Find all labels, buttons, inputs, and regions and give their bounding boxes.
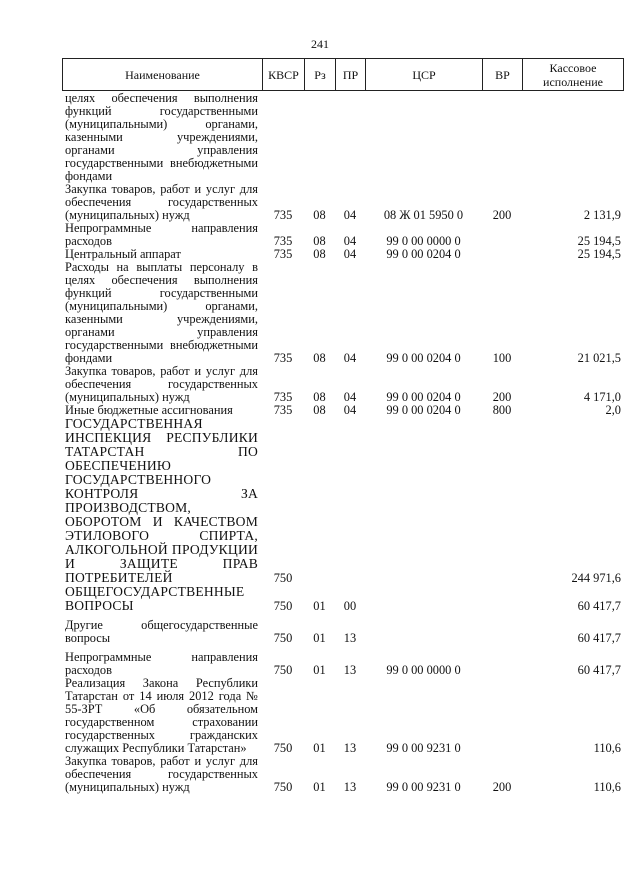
header-kvsr: КВСР <box>263 59 305 91</box>
table-row <box>62 183 623 222</box>
row-rz: 01 <box>313 599 326 613</box>
row-vr <box>482 585 522 613</box>
budget-table <box>62 92 623 794</box>
row-name: Расходы на выплаты персоналу в целях обеспечения выполнения функций государственными (муниципальными) органами, казенными учреждениями, органами управления государственными внебюджетными фондами <box>65 260 258 365</box>
header-rz: Рз <box>305 59 336 91</box>
row-pr <box>335 92 365 183</box>
page-number: 241 <box>311 37 329 51</box>
row-rz <box>304 92 335 183</box>
row-rz: 08 <box>313 403 326 417</box>
row-name: ГОСУДАРСТВЕННАЯ ИНСПЕКЦИЯ РЕСПУБЛИКИ ТАТАРСТАН ПО ОБЕСПЕЧЕНИЮ ГОСУДАРСТВЕННОГО КОНТРОЛЯ ЗА ПРОИЗВОДСТВОМ, ОБОРОТОМ И КАЧЕСТВОМ ЭТИЛОВОГО СПИРТА, АЛКОГОЛЬНОЙ ПРОДУКЦИИ И ЗАЩИТЕ ПРАВ ПОТРЕБИТЕЛЕЙ <box>65 416 258 585</box>
row-name: Закупка товаров, работ и услуг для обеспечения государственных (муниципальных) нужд <box>65 182 258 222</box>
row-name: целях обеспечения выполнения функций государственными (муниципальными) органами, казенными учреждениями, органами управления государственными внебюджетными фондами <box>65 91 258 183</box>
row-vr <box>482 222 522 248</box>
table-row <box>62 619 623 645</box>
table-row <box>62 222 623 248</box>
row-kvsr: 735 <box>273 234 293 248</box>
table-row-agency <box>62 417 623 585</box>
header-pr: ПР <box>336 59 366 91</box>
row-amount: 21 021,5 <box>577 351 621 365</box>
row-vr: 200 <box>492 208 512 222</box>
row-csr: 99 0 00 0204 0 <box>386 403 461 417</box>
row-pr: 13 <box>343 631 357 645</box>
row-rz: 08 <box>313 351 326 365</box>
row-csr <box>365 585 482 613</box>
table-row <box>62 365 623 404</box>
row-csr: 99 0 00 0204 0 <box>386 351 461 365</box>
row-kvsr: 750 <box>273 780 293 794</box>
row-pr: 00 <box>343 599 357 613</box>
row-rz: 01 <box>313 663 326 677</box>
row-pr: 13 <box>343 663 357 677</box>
row-name: Непрограммные направления расходов <box>65 650 258 677</box>
row-name: Непрограммные направления расходов <box>65 221 258 248</box>
row-name: ОБЩЕГОСУДАРСТВЕННЫЕ ВОПРОСЫ <box>65 584 245 613</box>
row-name: Реализация Закона Республики Татарстан от 14 июля 2012 года № 55-ЗРТ «Об обязательном государственном страховании государственных гражданских служащих Республики Татарстан» <box>65 676 258 755</box>
row-pr: 04 <box>343 390 357 404</box>
row-kvsr: 735 <box>273 403 293 417</box>
row-vr: 100 <box>492 351 512 365</box>
row-csr: 99 0 00 0204 0 <box>386 247 461 261</box>
table-row-section <box>62 585 623 613</box>
row-kvsr: 750 <box>273 571 293 585</box>
row-csr: 08 Ж 01 5950 0 <box>383 208 464 222</box>
row-vr <box>482 92 522 183</box>
row-csr: 99 0 00 0204 0 <box>386 390 461 404</box>
row-csr <box>365 92 482 183</box>
row-rz: 01 <box>313 741 326 755</box>
row-pr: 13 <box>343 741 357 755</box>
row-vr <box>482 248 522 261</box>
row-amount: 110,6 <box>593 780 621 794</box>
row-rz: 08 <box>313 247 326 261</box>
row-rz <box>304 417 335 585</box>
row-kvsr: 735 <box>273 390 293 404</box>
header-vr: ВР <box>483 59 523 91</box>
row-rz: 01 <box>313 631 326 645</box>
row-csr: 99 0 00 0000 0 <box>386 234 461 248</box>
row-amount: 2,0 <box>605 403 621 417</box>
row-name: Иные бюджетные ассигнования <box>65 403 233 417</box>
row-rz: 08 <box>313 208 326 222</box>
row-pr: 13 <box>343 780 357 794</box>
row-vr: 800 <box>492 403 512 417</box>
table-header <box>62 58 624 91</box>
header-name: Наименование <box>63 59 263 91</box>
row-amount: 110,6 <box>593 741 621 755</box>
row-pr: 04 <box>343 234 357 248</box>
row-pr: 04 <box>343 403 357 417</box>
row-name: Другие общегосударственные вопросы <box>65 618 258 645</box>
row-amount: 25 194,5 <box>577 247 621 261</box>
row-csr: 99 0 00 9231 0 <box>386 780 461 794</box>
row-kvsr: 735 <box>273 247 293 261</box>
row-vr <box>482 651 522 677</box>
row-csr: 99 0 00 0000 0 <box>386 663 461 677</box>
row-amount: 244 971,6 <box>571 571 621 585</box>
row-kvsr: 750 <box>273 741 293 755</box>
row-name: Центральный аппарат <box>65 247 181 261</box>
row-rz: 08 <box>313 390 326 404</box>
table-row <box>62 92 623 183</box>
table-row <box>62 677 623 755</box>
row-pr: 04 <box>343 208 357 222</box>
row-name: Закупка товаров, работ и услуг для обеспечения государственных (муниципальных) нужд <box>65 364 258 404</box>
row-vr <box>482 417 522 585</box>
row-vr <box>482 677 522 755</box>
row-amount: 60 417,7 <box>577 631 621 645</box>
row-amount: 2 131,9 <box>583 208 621 222</box>
row-vr: 200 <box>492 390 512 404</box>
table-row <box>62 755 623 794</box>
table-row <box>62 651 623 677</box>
row-vr <box>482 619 522 645</box>
row-pr: 04 <box>343 247 357 261</box>
row-kvsr: 735 <box>273 208 293 222</box>
row-amount: 60 417,7 <box>577 599 621 613</box>
row-vr: 200 <box>492 780 512 794</box>
row-kvsr: 750 <box>273 599 293 613</box>
row-kvsr <box>262 92 304 183</box>
row-pr <box>335 417 365 585</box>
row-csr <box>365 417 482 585</box>
row-kvsr: 735 <box>273 351 293 365</box>
row-kvsr: 750 <box>273 663 293 677</box>
row-name: Закупка товаров, работ и услуг для обеспечения государственных (муниципальных) нужд <box>65 754 258 794</box>
row-amount: 25 194,5 <box>577 234 621 248</box>
header-csr: ЦСР <box>366 59 483 91</box>
row-kvsr: 750 <box>273 631 293 645</box>
table-row <box>62 261 623 365</box>
header-amount: Кассовое исполнение <box>523 59 624 91</box>
row-rz: 08 <box>313 234 326 248</box>
row-rz: 01 <box>313 780 326 794</box>
row-amount <box>522 92 623 183</box>
row-amount: 60 417,7 <box>577 663 621 677</box>
row-csr <box>365 619 482 645</box>
row-csr: 99 0 00 9231 0 <box>386 741 461 755</box>
row-amount: 4 171,0 <box>583 390 621 404</box>
row-pr: 04 <box>343 351 357 365</box>
